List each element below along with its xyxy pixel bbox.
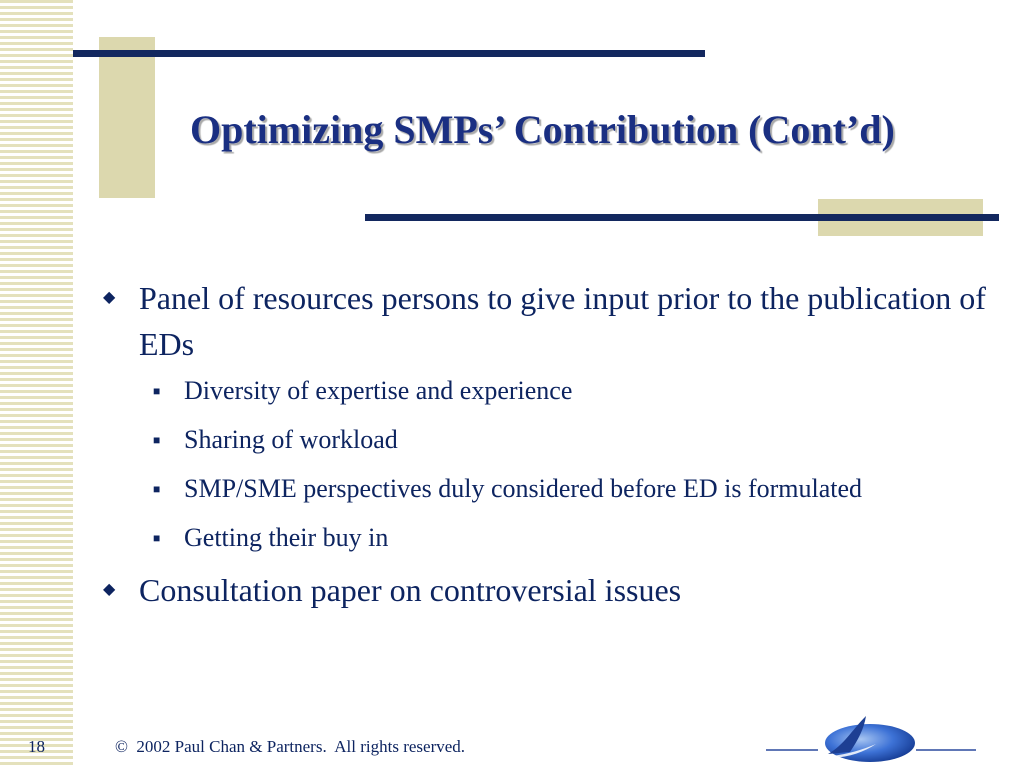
company-logo-icon <box>766 712 996 768</box>
list-item <box>100 567 1000 613</box>
diamond-bullet-icon: ◆ <box>103 581 116 598</box>
sub-list-item <box>100 469 1000 509</box>
diamond-bullet-icon: ◆ <box>103 289 116 306</box>
bullet-list <box>100 275 1000 617</box>
copyright-notice: © 2002 Paul Chan & Partners. All rights reserved. <box>115 737 466 756</box>
sub-bullet-text: Sharing of workload <box>184 425 398 454</box>
page-number: 18 <box>28 737 45 756</box>
square-bullet-icon: ■ <box>153 433 161 447</box>
decorative-tan-block-top <box>99 37 155 198</box>
decorative-stripe-bar <box>0 0 73 768</box>
bullet-text: Consultation paper on controversial issues <box>139 572 682 608</box>
decorative-line-top <box>73 50 705 57</box>
list-item <box>100 275 1000 367</box>
slide-title: Optimizing SMPs’ Contribution (Cont’d) <box>190 107 895 152</box>
sub-bullet-text: SMP/SME perspectives duly considered before ED is formulated <box>184 474 863 503</box>
square-bullet-icon: ■ <box>153 531 161 545</box>
sub-list-item <box>100 518 1000 558</box>
sub-bullet-text: Diversity of expertise and experience <box>184 376 573 405</box>
bullet-text: Panel of resources persons to give input prior to the publication of EDs <box>139 280 986 362</box>
square-bullet-icon: ■ <box>153 384 161 398</box>
sub-list-item <box>100 371 1000 411</box>
square-bullet-icon: ■ <box>153 482 161 496</box>
sub-bullet-text: Getting their buy in <box>184 523 389 552</box>
decorative-line-bottom <box>365 214 999 221</box>
sub-list-item <box>100 420 1000 460</box>
